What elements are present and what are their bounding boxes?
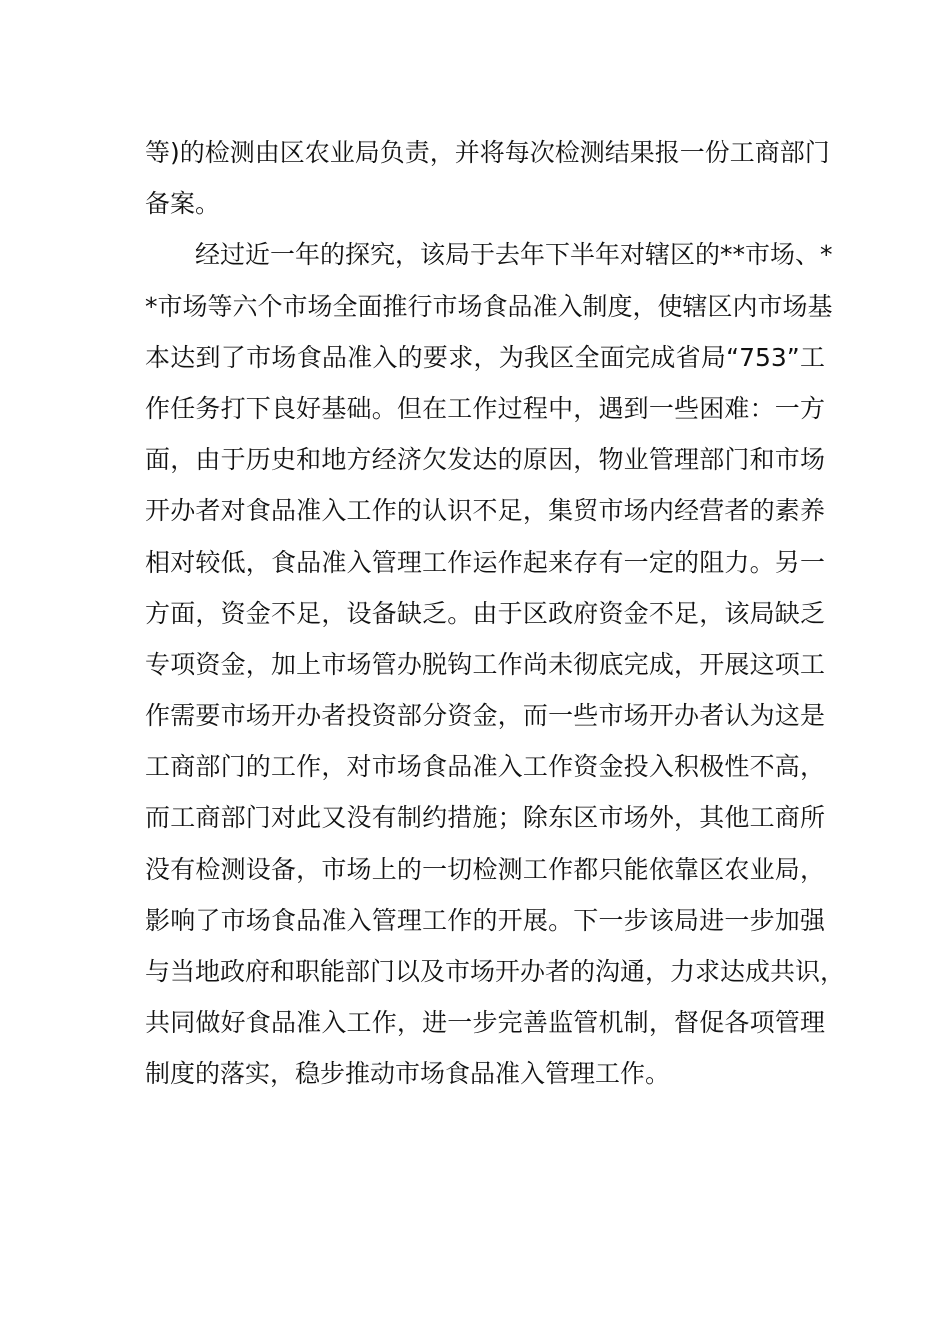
text-line: 作任务打下良好基础。但在工作过程中，遇到一些困难：一方 <box>145 393 825 423</box>
text-line: 等)的检测由区农业局负责，并将每次检测结果报一份工商部门 <box>145 138 830 167</box>
text-line: 与当地政府和职能部门以及市场开办者的沟通，力求达成共识， <box>145 957 846 986</box>
text-line: 没有检测设备，市场上的一切检测工作都只能依靠区农业局， <box>145 854 825 884</box>
text-line: 影响了市场食品准入管理工作的开展。下一步该局进一步加强 <box>145 905 825 935</box>
text-line: 备案。 <box>145 189 221 219</box>
text-line: 作需要市场开办者投资部分资金，而一些市场开办者认为这是 <box>145 701 825 731</box>
text-line: 而工商部门对此又没有制约措施；除东区市场外，其他工商所 <box>145 803 825 833</box>
text-line: 专项资金，加上市场管办脱钩工作尚未彻底完成，开展这项工 <box>145 649 825 679</box>
text-line: 方面，资金不足，设备缺乏。由于区政府资金不足，该局缺乏 <box>145 598 825 628</box>
text-line: *市场等六个市场全面推行市场食品准入制度，使辖区内市场基 <box>145 291 833 321</box>
text-line: 经过近一年的探究，该局于去年下半年对辖区的**市场、* <box>195 240 833 270</box>
text-line: 相对较低，食品准入管理工作运作起来存有一定的阻力。另一 <box>145 547 825 577</box>
text-line: 制度的落实，稳步推动市场食品准入管理工作。 <box>145 1059 671 1089</box>
text-line: 开办者对食品准入工作的认识不足，集贸市场内经营者的素养 <box>145 496 825 526</box>
text-line: 面，由于历史和地方经济欠发达的原因，物业管理部门和市场 <box>145 445 825 475</box>
text-line: 工商部门的工作，对市场食品准入工作资金投入积极性不高， <box>145 752 825 782</box>
body-text <box>145 127 846 1100</box>
text-line: 共同做好食品准入工作，进一步完善监管机制，督促各项管理 <box>145 1008 825 1038</box>
text-line: 本达到了市场食品准入的要求，为我区全面完成省局“753”工 <box>145 342 825 372</box>
